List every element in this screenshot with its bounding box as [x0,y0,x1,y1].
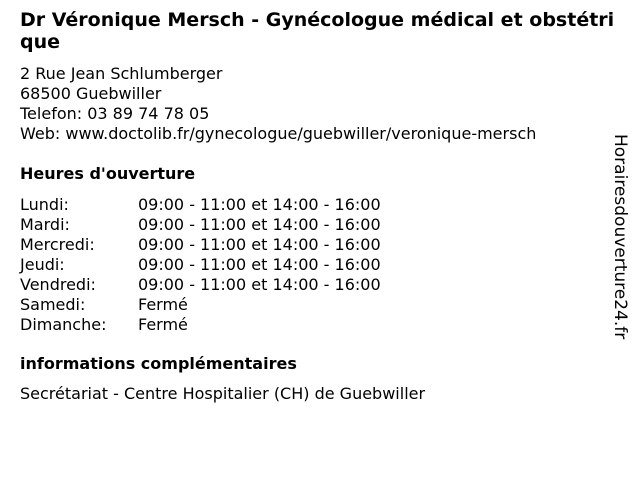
hours-row-thursday [20,255,381,275]
street-address: 2 Rue Jean Schlumberger [20,64,223,83]
hours-row-tuesday [20,215,381,235]
day-label: Jeudi: [20,255,65,274]
opening-hours-heading: Heures d'ouverture [20,164,196,183]
day-label: Vendredi: [20,275,96,294]
time-range: Fermé [138,315,188,334]
additional-info-heading: informations complémentaires [20,354,297,373]
website-link[interactable]: Web: www.doctolib.fr/gynecologue/guebwiller/veronique-mersch [20,124,537,143]
day-label: Mercredi: [20,235,95,254]
time-range: 09:00 - 11:00 et 14:00 - 16:00 [138,215,381,234]
opening-hours-table [20,195,381,335]
page-title: Dr Véronique Mersch - Gynécologue médical et obstétrique [20,9,615,53]
day-label: Mardi: [20,215,70,234]
time-range: 09:00 - 11:00 et 14:00 - 16:00 [138,255,381,274]
hours-row-saturday [20,295,381,315]
hours-row-wednesday [20,235,381,255]
city-postal-code: 68500 Guebwiller [20,84,162,103]
site-watermark: Horairesdouverture24.fr [610,134,630,340]
time-range: Fermé [138,295,188,314]
day-label: Dimanche: [20,315,107,334]
time-range: 09:00 - 11:00 et 14:00 - 16:00 [138,275,381,294]
hours-row-monday [20,195,381,215]
contact-block [20,64,536,144]
phone-number: Telefon: 03 89 74 78 05 [20,104,210,123]
additional-info-text: Secrétariat - Centre Hospitalier (CH) de Guebwiller [20,384,426,403]
time-range: 09:00 - 11:00 et 14:00 - 16:00 [138,235,381,254]
day-label: Samedi: [20,295,86,314]
time-range: 09:00 - 11:00 et 14:00 - 16:00 [138,195,381,214]
hours-row-friday [20,275,381,295]
hours-row-sunday [20,315,381,335]
day-label: Lundi: [20,195,69,214]
